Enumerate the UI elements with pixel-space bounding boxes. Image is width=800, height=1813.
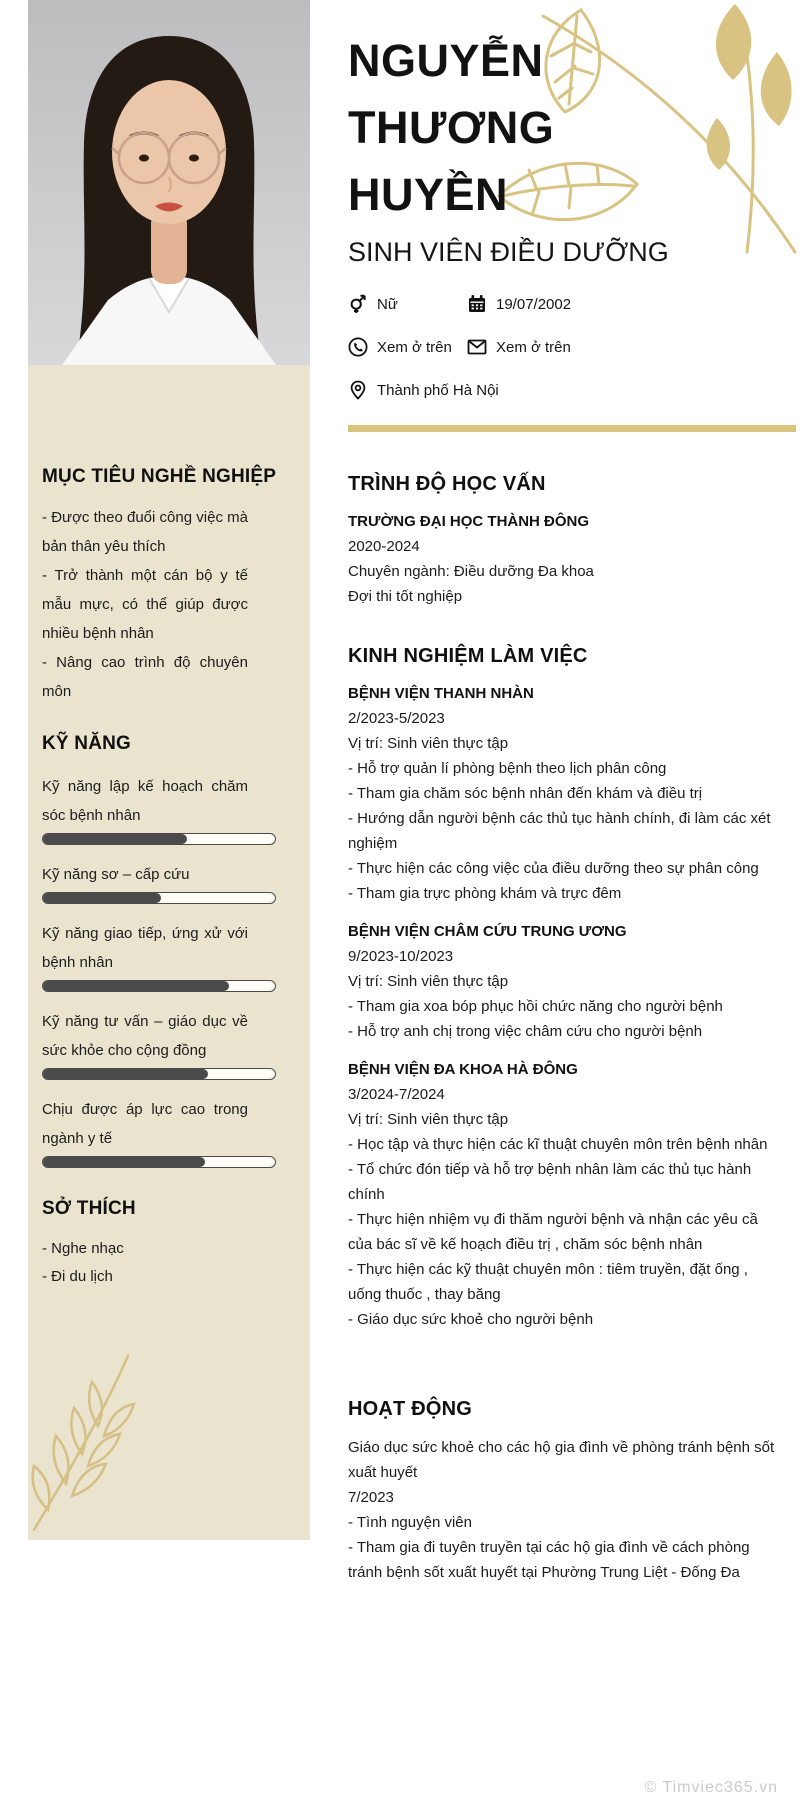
- skill-item: [42, 1007, 310, 1080]
- job-title: SINH VIÊN ĐIỀU DƯỠNG: [348, 237, 669, 267]
- objective-item: - Trở thành một cán bộ y tế mẫu mực, có thể giúp được nhiều bệnh nhân: [42, 567, 248, 642]
- job-detail: - Hỗ trợ anh chị trong việc châm cứu cho người bệnh: [348, 1023, 703, 1040]
- location-icon: [348, 380, 368, 400]
- skill-bar-track: [42, 892, 276, 904]
- address-field: [348, 380, 780, 400]
- sidebar: [28, 0, 310, 1540]
- gender-field: [348, 294, 467, 314]
- leaf-decoration-bottom: [24, 1344, 174, 1534]
- education-entry: [348, 509, 780, 609]
- phone-field: [348, 337, 467, 357]
- job-period: 2/2023-5/2023: [348, 710, 445, 727]
- activity-line: Giáo dục sức khoẻ cho các hộ gia đình về phòng tránh bệnh sốt xuất huyết: [348, 1439, 775, 1481]
- employer-name: BỆNH VIỆN CHÂM CỨU TRUNG ƯƠNG: [348, 923, 627, 940]
- job-detail: - Giáo dục sức khoẻ cho người bệnh: [348, 1311, 594, 1328]
- address-value: Thành phố Hà Nội: [377, 381, 499, 399]
- job-detail: - Hỗ trợ quản lí phòng bệnh theo lịch phân công: [348, 760, 667, 777]
- school-name: TRƯỜNG ĐẠI HỌC THÀNH ĐÔNG: [348, 513, 590, 530]
- skill-label: Kỹ năng giao tiếp, ứng xử với bệnh nhân: [42, 925, 248, 971]
- name-line: NGUYỄN: [348, 35, 544, 86]
- section-divider: [348, 425, 796, 432]
- skill-label: Kỹ năng lập kế hoạch chăm sóc bệnh nhân: [42, 778, 248, 824]
- gender-value: Nữ: [377, 295, 398, 313]
- job-position: Vị trí: Sinh viên thực tập: [348, 1111, 509, 1128]
- personal-info: [348, 294, 780, 400]
- gender-icon: [348, 294, 368, 314]
- name-line: THƯƠNG: [348, 102, 555, 153]
- hobby-item: - Đi du lịch: [42, 1268, 113, 1285]
- skill-bar-track: [42, 833, 276, 845]
- candidate-name: [348, 27, 780, 228]
- activities-title: HOẠT ĐỘNG: [348, 1398, 473, 1420]
- job-detail: - Thực hiện nhiệm vụ đi thăm người bệnh và nhận các yêu cầ của bác sĩ về kế hoạch điều trị , chăm sóc bệnh nhân: [348, 1211, 758, 1253]
- dob-field: [467, 294, 780, 314]
- job-detail: - Tham gia chăm sóc bệnh nhân đến khám và điều trị: [348, 785, 703, 802]
- skill-bar-fill: [43, 981, 229, 991]
- job-detail: - Thực hiện các công việc của điều dưỡng theo sự phân công: [348, 860, 759, 877]
- job-detail: - Tổ chức đón tiếp và hỗ trợ bệnh nhân làm các thủ tục hành chính: [348, 1161, 752, 1203]
- skill-bar-fill: [43, 1069, 208, 1079]
- education-major: Chuyên ngành: Điều dưỡng Đa khoa: [348, 563, 594, 580]
- skill-item: [42, 860, 310, 904]
- activity-line: 7/2023: [348, 1489, 394, 1506]
- calendar-icon: [467, 294, 487, 314]
- profile-photo: [28, 0, 310, 365]
- objective-list: [42, 503, 310, 706]
- employer-name: BỆNH VIỆN THANH NHÀN: [348, 685, 534, 702]
- job-detail: - Tham gia trực phòng khám và trực đêm: [348, 885, 622, 902]
- job-detail: - Tham gia xoa bóp phục hồi chức năng cho người bệnh: [348, 998, 723, 1015]
- hobbies-section: [42, 1198, 310, 1291]
- skill-item: [42, 1095, 310, 1168]
- skill-bar-fill: [43, 834, 187, 844]
- experience-entry: [348, 919, 780, 1044]
- hobby-item: - Nghe nhạc: [42, 1240, 124, 1257]
- hobbies-title: SỞ THÍCH: [42, 1198, 136, 1219]
- skill-bar-track: [42, 980, 276, 992]
- skill-bar-track: [42, 1068, 276, 1080]
- phone-value: Xem ở trên: [377, 338, 452, 356]
- experience-title: KINH NGHIỆM LÀM VIỆC: [348, 645, 588, 667]
- activities-list: [348, 1435, 780, 1585]
- objective-section: [42, 466, 310, 706]
- objective-item: - Nâng cao trình độ chuyên môn: [42, 654, 248, 700]
- education-title: TRÌNH ĐỘ HỌC VẤN: [348, 473, 546, 495]
- job-period: 3/2024-7/2024: [348, 1086, 445, 1103]
- skill-label: Chịu được áp lực cao trong ngành y tế: [42, 1101, 248, 1147]
- job-period: 9/2023-10/2023: [348, 948, 454, 965]
- phone-icon: [348, 337, 368, 357]
- job-detail: - Học tập và thực hiện các kĩ thuật chuyên môn trên bệnh nhân: [348, 1136, 768, 1153]
- experience-entry: [348, 681, 780, 906]
- employer-name: BỆNH VIỆN ĐA KHOA HÀ ĐÔNG: [348, 1061, 578, 1078]
- email-icon: [467, 337, 487, 357]
- skill-item: [42, 772, 310, 845]
- skill-item: [42, 919, 310, 992]
- job-position: Vị trí: Sinh viên thực tập: [348, 735, 509, 752]
- email-field: [467, 337, 780, 357]
- skill-label: Kỹ năng sơ – cấp cứu: [42, 866, 190, 883]
- skill-bar-fill: [43, 893, 161, 903]
- email-value: Xem ở trên: [496, 338, 571, 356]
- education-section: [348, 473, 780, 609]
- experience-entry: [348, 1057, 780, 1332]
- activity-line: - Tham gia đi tuyên truyền tại các hộ gia đình về cách phòng tránh bệnh sốt xuất huyết tại Phường Trung Liệt - Đống Đa: [348, 1539, 750, 1581]
- education-period: 2020-2024: [348, 538, 420, 555]
- experience-section: [348, 645, 780, 1332]
- job-detail: - Hướng dẫn người bệnh các thủ tục hành chính, đi làm các xét nghiệm: [348, 810, 771, 852]
- skill-bar-fill: [43, 1157, 205, 1167]
- skills-section: [42, 733, 310, 1168]
- skills-list: [42, 772, 310, 1168]
- objective-title: MỤC TIÊU NGHỀ NGHIỆP: [42, 466, 277, 487]
- skill-bar-track: [42, 1156, 276, 1168]
- dob-value: 19/07/2002: [496, 295, 572, 313]
- main-content: [348, 0, 780, 1585]
- activity-line: - Tình nguyện viên: [348, 1514, 472, 1531]
- hobbies-list: [42, 1235, 310, 1291]
- name-line: HUYỀN: [348, 169, 509, 220]
- job-detail: - Thực hiện các kỹ thuật chuyên môn : tiêm truyền, đặt ống , uống thuốc , thay băng: [348, 1261, 748, 1303]
- objective-item: - Được theo đuổi công việc mà bản thân yêu thích: [42, 509, 248, 555]
- education-note: Đợi thi tốt nghiệp: [348, 588, 463, 605]
- skill-label: Kỹ năng tư vấn – giáo dục về sức khỏe cho cộng đồng: [42, 1013, 248, 1059]
- job-position: Vị trí: Sinh viên thực tập: [348, 973, 509, 990]
- activities-section: [348, 1398, 780, 1585]
- site-watermark: © Timviec365.vn: [644, 1779, 778, 1796]
- skills-title: KỸ NĂNG: [42, 733, 132, 754]
